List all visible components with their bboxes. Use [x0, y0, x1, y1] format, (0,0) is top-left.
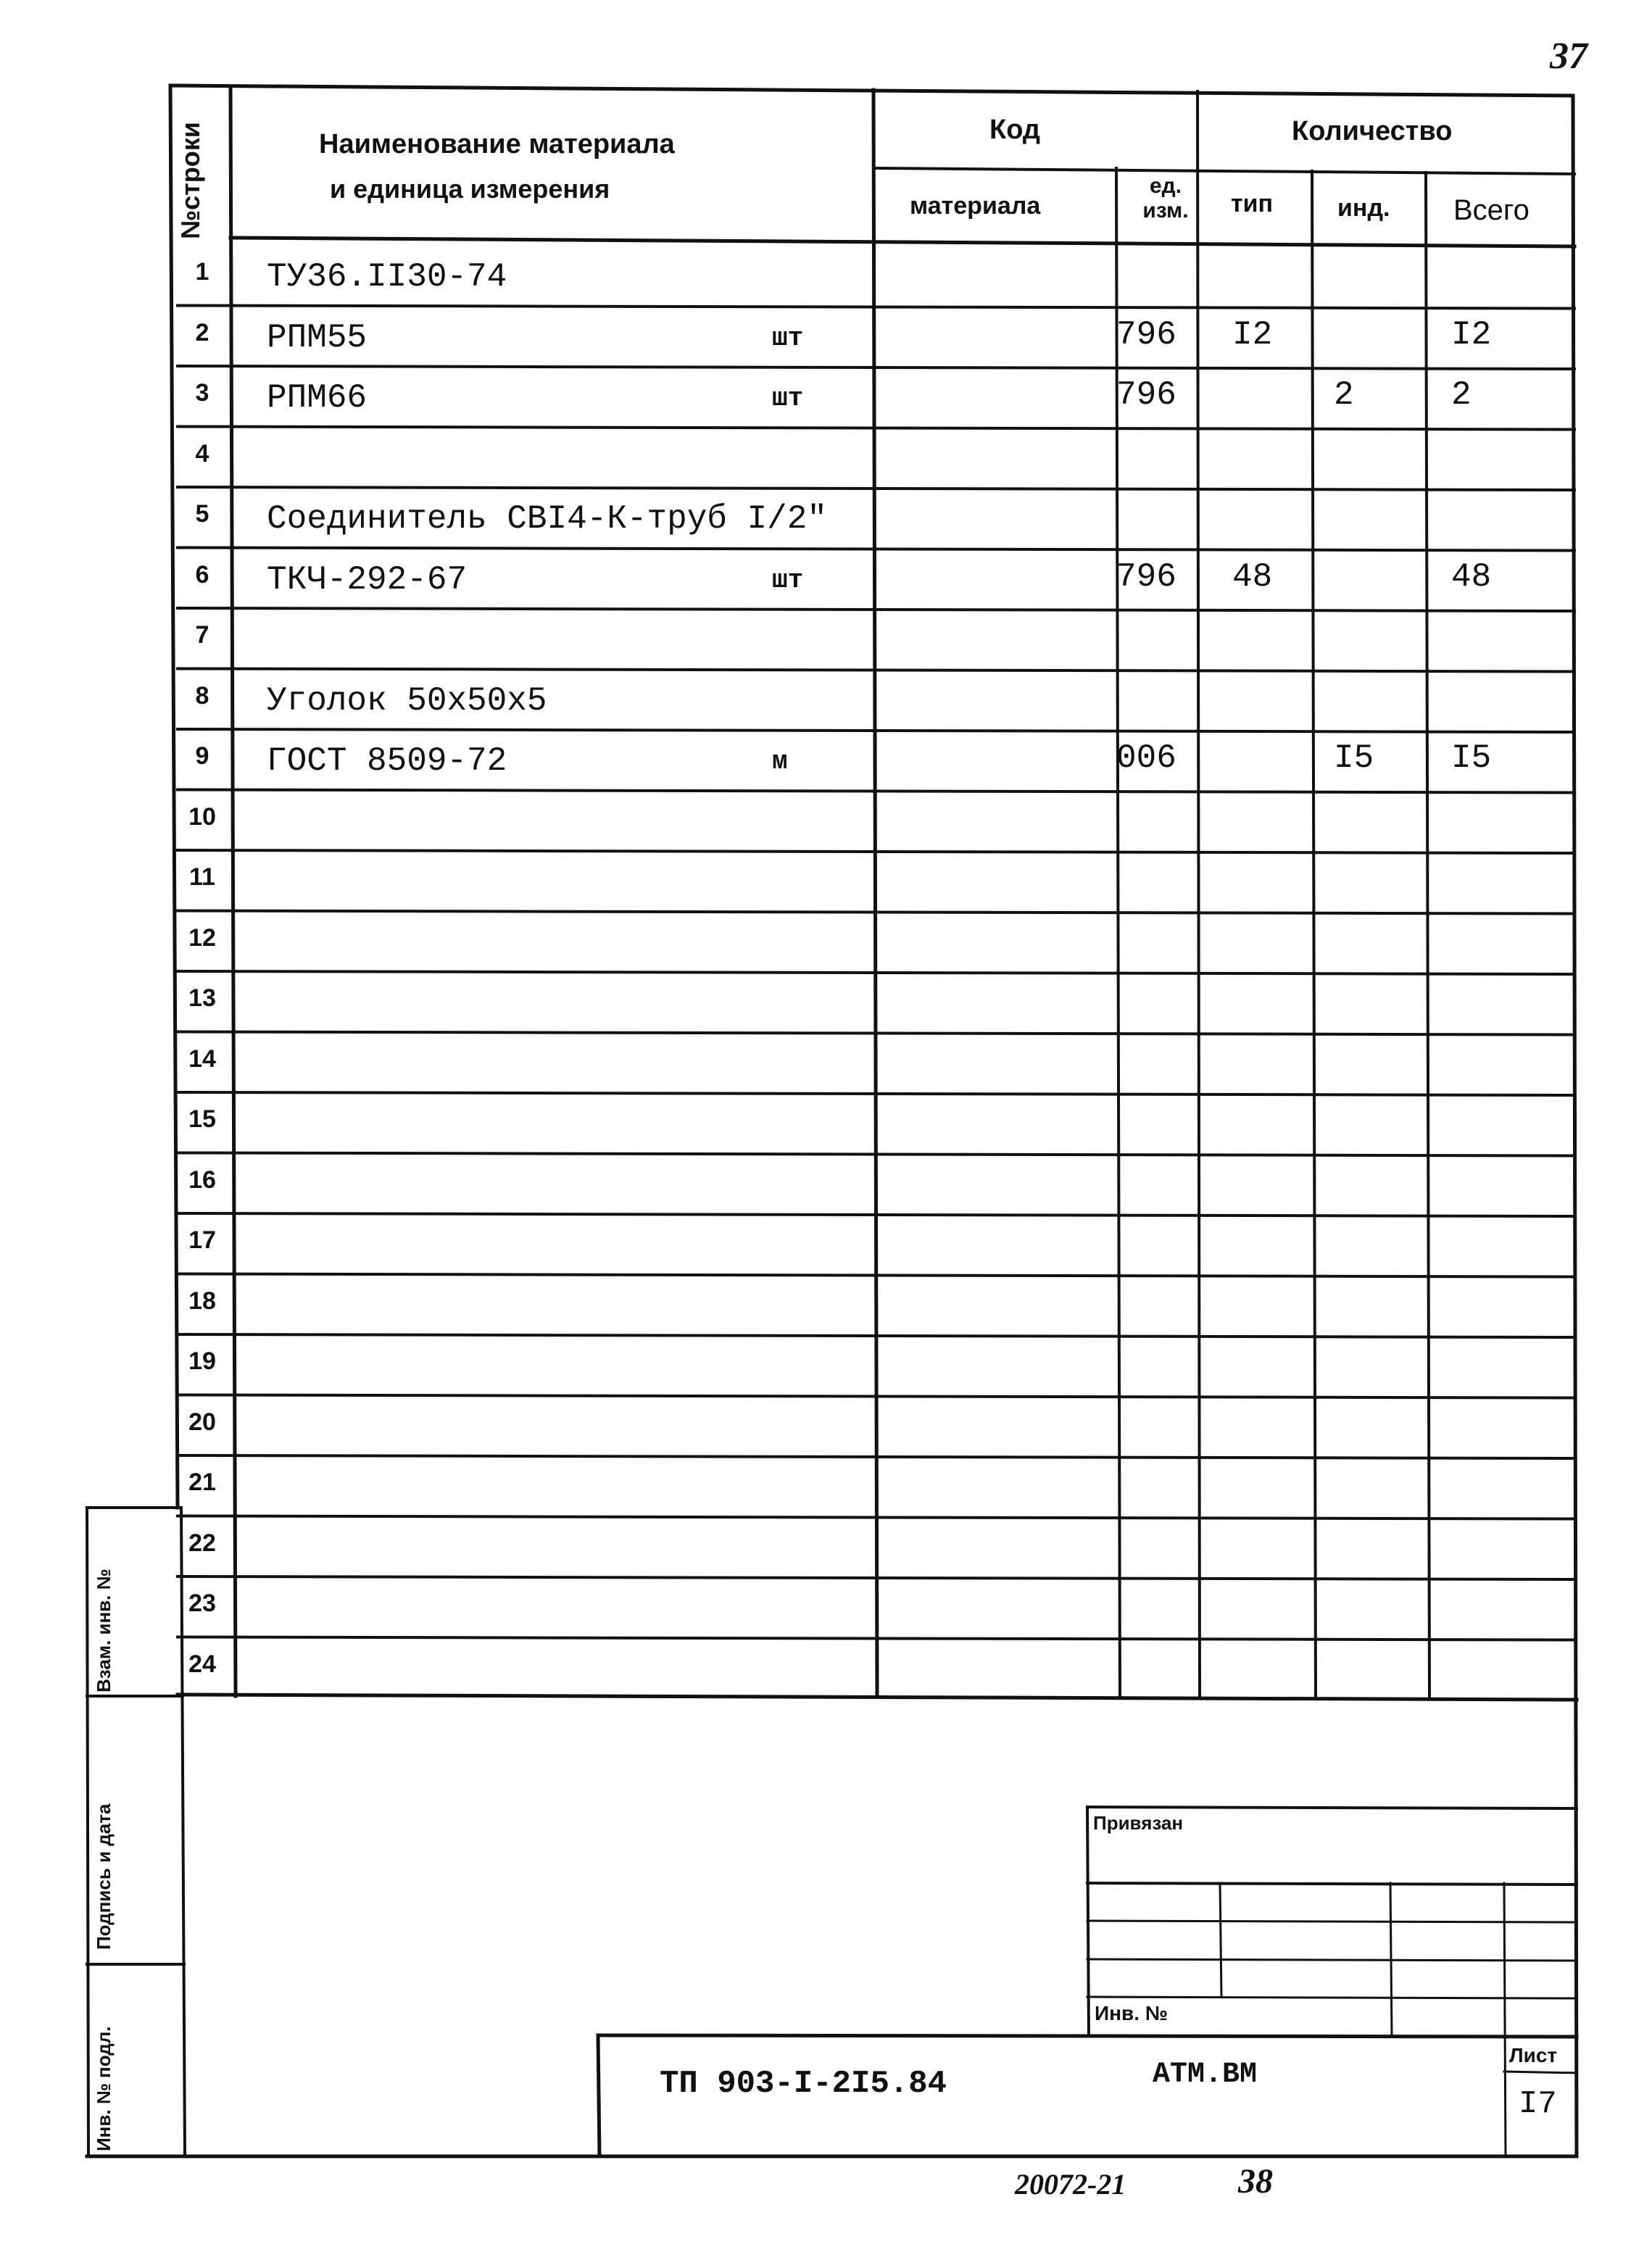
row-number: 2 [195, 318, 209, 346]
material-name: ГОСТ 8509-72 [267, 742, 507, 780]
row-number: 13 [188, 984, 216, 1012]
row-number: 20 [188, 1408, 216, 1436]
header-code: Код [989, 115, 1041, 145]
stamp-doc-mark: АТМ.ВМ [1153, 2058, 1258, 2091]
header-type: тип [1231, 190, 1274, 217]
row-number: 18 [188, 1287, 216, 1315]
quantity-total: I5 [1451, 739, 1492, 777]
footer-page: 38 [1238, 2162, 1273, 2201]
unit-label: шт [772, 383, 804, 413]
footer-order-no: 20072-21 [1015, 2168, 1126, 2201]
material-name: ТКЧ-292-67 [267, 560, 468, 599]
row-number: 22 [188, 1529, 216, 1557]
row-number: 12 [188, 923, 216, 952]
stamp-privyazan: Привязан [1093, 1812, 1184, 1834]
header-ind: инд. [1337, 194, 1390, 222]
material-name: ТУ36.II30-74 [267, 258, 507, 296]
quantity-total: I2 [1451, 315, 1492, 354]
unit-label: шт [772, 565, 804, 595]
material-name: РПМ55 [267, 318, 368, 357]
quantity-ind: 2 [1334, 376, 1354, 414]
row-number: 10 [188, 802, 216, 831]
quantity-type: 48 [1232, 557, 1273, 596]
header-unit-line2: изм. [1142, 199, 1189, 223]
quantity-ind: I5 [1334, 739, 1374, 777]
stamp-sheet-label: Лист [1509, 2044, 1558, 2066]
header-total: Всего [1453, 194, 1529, 226]
header-quantity: Количество [1292, 116, 1453, 146]
header-name-line2: и единица измерения [330, 174, 610, 204]
header-name-line1: Наименование материала [319, 129, 675, 159]
material-name: Соединитель СВI4-К-труб I/2" [267, 500, 827, 538]
row-number: 23 [188, 1590, 216, 1617]
page-number-top: 37 [1550, 36, 1587, 77]
row-number: 9 [195, 742, 209, 770]
row-number: 19 [188, 1347, 216, 1375]
unit-code: 796 [1116, 376, 1176, 414]
row-number: 15 [188, 1105, 216, 1133]
row-number: 16 [188, 1166, 216, 1194]
row-number: 6 [195, 560, 209, 589]
row-number: 11 [189, 863, 215, 891]
stamp-vzam-inv: Взам. инв. № [93, 1568, 115, 1692]
unit-code: 006 [1116, 739, 1176, 777]
quantity-total: 48 [1451, 557, 1492, 596]
header-unit-line1: ед. [1149, 174, 1182, 198]
row-number: 14 [188, 1044, 216, 1073]
stamp-inv-podl: Инв. № подл. [93, 2026, 115, 2151]
row-number: 1 [195, 258, 209, 286]
quantity-total: 2 [1451, 376, 1472, 414]
unit-code: 796 [1116, 557, 1176, 596]
row-number: 17 [188, 1226, 216, 1254]
stamp-inv-no: Инв. № [1095, 2002, 1169, 2024]
stamp-doc-code: ТП 903-I-2I5.84 [660, 2066, 947, 2102]
row-number: 5 [195, 500, 209, 528]
stamp-sheet-no: I7 [1519, 2086, 1557, 2122]
row-number: 4 [195, 439, 209, 468]
stamp-signature-date: Подпись и дата [93, 1803, 115, 1950]
material-name: РПМ66 [267, 379, 368, 417]
row-number: 21 [188, 1468, 216, 1496]
row-number: 7 [195, 621, 209, 649]
material-name: Уголок 50x50x5 [267, 681, 547, 720]
row-number: 8 [195, 681, 209, 710]
header-unit [1137, 174, 1195, 223]
header-row-no: №строки [175, 122, 205, 239]
header-material: материала [910, 192, 1041, 220]
row-number: 24 [188, 1650, 216, 1678]
unit-label: шт [772, 323, 804, 353]
quantity-type: I2 [1232, 315, 1273, 354]
row-number: 3 [195, 379, 209, 407]
unit-label: м [772, 747, 788, 776]
unit-code: 796 [1116, 315, 1176, 354]
